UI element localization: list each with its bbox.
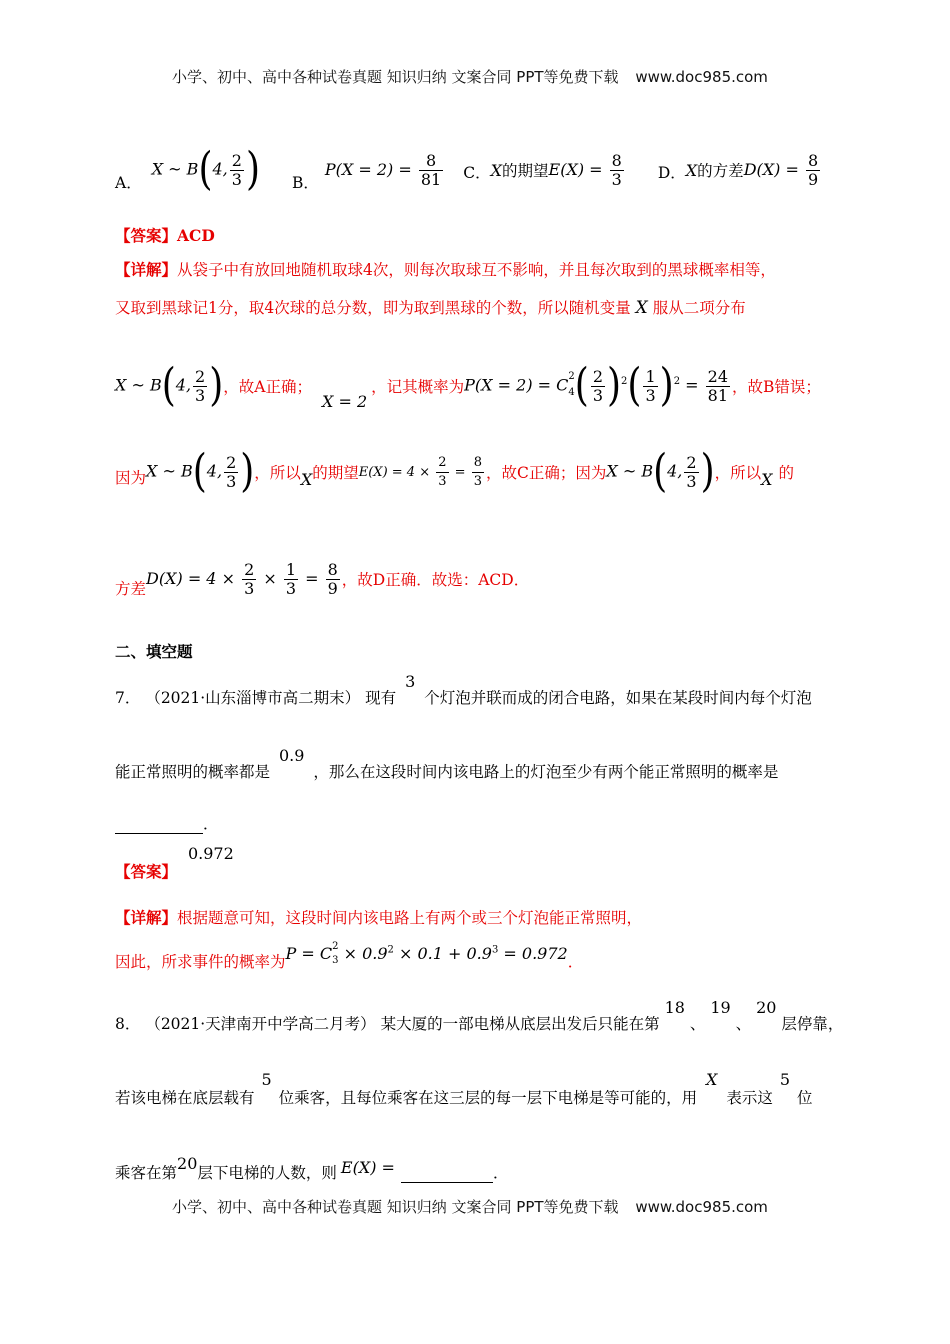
floor-18: 18 (664, 998, 685, 1017)
answer-tag: 【答案】 (115, 862, 178, 881)
detail-text: ，所以 (254, 464, 301, 482)
question-text: ，那么在这段时间内该电路上的灯泡至少有两个能正常照明的概率是 (313, 763, 779, 781)
banner-url[interactable]: www.doc985.com (635, 1198, 768, 1216)
binomial-formula: X ~ B(4, $\frac{2}{3}$ ) (115, 359, 224, 411)
question-text: 乘客在第 (115, 1164, 178, 1182)
q8-line3 (115, 1150, 508, 1184)
section-title: 二、填空题 (115, 642, 193, 661)
detail-text: 因为 (115, 469, 147, 487)
detail-tag: 【详解】 (115, 908, 178, 927)
floor-20: 20 (756, 998, 777, 1017)
separator: 、 (735, 1015, 752, 1033)
detail-text: ，故D正确．故选：ACD． (341, 571, 530, 589)
detail-text: ，所以 (714, 464, 762, 482)
passenger-count: 5 (261, 1070, 272, 1089)
q7-line3 (115, 812, 219, 834)
question-text: 位乘客，且每位乘客在这三层的每一层下电梯是等可能的，用 (278, 1089, 698, 1107)
detail-text-end: ． (567, 953, 584, 971)
q8-line2 (115, 1072, 812, 1112)
q6-detail-line2 (115, 296, 746, 318)
option-c-text: 的期望 (501, 162, 549, 180)
detail-text: ，故A正确； (223, 378, 312, 396)
option-c-label: C． (463, 164, 491, 182)
var-x: X (635, 298, 648, 318)
detail-text: 又取到黑球记1分，取4次球的总分数，即为取到黑球的个数，所以随机变量 (115, 299, 631, 317)
question-text: 某大厦的一部电梯从底层出发后只能在第 (380, 1015, 660, 1033)
detail-text: ，故C正确；因为 (485, 464, 607, 482)
option-a-label: A． (115, 174, 142, 192)
question-text: 个灯泡并联而成的闭合电路，如果在某段时间内每个灯泡 (424, 689, 812, 707)
question-text: 层下电梯的人数，则 (197, 1164, 337, 1182)
answer-blank[interactable] (115, 815, 203, 834)
probability-value: 0.9 (278, 746, 305, 765)
q7-answer (115, 842, 234, 882)
q7-line2 (115, 746, 778, 786)
passenger-count: 5 (779, 1070, 790, 1089)
question-text: 若该电梯在底层载有 (115, 1089, 255, 1107)
footer-banner (172, 1196, 768, 1217)
question-text: 位 (796, 1089, 813, 1107)
q6-answer (115, 224, 215, 246)
q6-detail-line4 (115, 442, 794, 502)
var-x: X (761, 469, 773, 489)
question-text: 能正常照明的概率都是 (115, 763, 271, 781)
option-d-label: D． (657, 164, 686, 182)
question-number: 8． (115, 1015, 141, 1033)
expectation-formula: E(X) = (340, 1157, 395, 1177)
q7-line1 (115, 672, 812, 712)
separator: 、 (689, 1015, 706, 1033)
detail-text: 的 (778, 464, 795, 482)
probability-formula: P = C $_{2 3} \times 0.9^2 \times 0.1 + 0.9^3 = 0.972$ (285, 941, 568, 967)
option-d-var: X (685, 160, 698, 180)
option-a-formula: X ~ B(4, $\frac{2}{3}$ ) (151, 143, 260, 195)
banner-text: 小学、初中、高中各种试卷真题 知识归纳 文案合同 PPT等免费下载 (172, 68, 619, 86)
question-text: ． (203, 815, 219, 833)
detail-text: ，记其概率为 (371, 378, 465, 396)
detail-text: ，故B错误； (732, 378, 821, 396)
q6-detail-line5 (115, 552, 529, 606)
question-source: （2021·天津南开中学高二月考） (145, 1015, 376, 1033)
answer-tag: 【答案】 (115, 226, 178, 245)
option-d-formula: D(X) = $\frac{8}{9}$ (743, 150, 819, 189)
option-b-formula: P(X = 2) = $\frac{8}{81}$ (324, 150, 442, 189)
detail-text: 从袋子中有放回地随机取球4次，则每次取球互不影响，并且每次取到的黑球概率相等， (177, 261, 776, 279)
option-b-label: B． (291, 174, 319, 192)
detail-text-end: 服从二项分布 (652, 299, 746, 317)
question-text: 现有 (365, 689, 397, 707)
question-number: 7． (115, 689, 141, 707)
var-x: X (706, 1070, 718, 1089)
option-c-formula: E(X) = $\frac{8}{3}$ (548, 150, 622, 189)
answer-value: 0.972 (187, 844, 234, 863)
answer-blank[interactable] (401, 1164, 493, 1183)
binomial-formula: X ~ B(4, $\frac{2}{3}$ ) (606, 445, 715, 497)
detail-tag: 【详解】 (115, 260, 178, 279)
variance-formula: D(X) = 4 × $\frac{2}{3}$ × $\frac{1}{3}$ = $\frac{8}{9}$ (146, 559, 338, 598)
prob-formula: P(X = 2) = C $_{2 4}$( $\frac{2}{3}$ )$^2$( $\frac{1}{3}$ )$^2$ = $\frac{24}{81}$ (464, 359, 729, 411)
option-d-text: 的方差 (697, 162, 744, 180)
bulb-count: 3 (405, 672, 416, 691)
expectation-formula: E(X) = 4 × $\frac{2}{3}$ = $\frac{8}{3}$ (358, 454, 482, 489)
answer-value: ACD (177, 226, 215, 245)
question-source: （2021·山东淄博市高二期末） (145, 689, 361, 707)
q8-line1 (115, 996, 843, 1036)
question-text: 表示这 (726, 1089, 773, 1107)
question6-options (115, 140, 822, 200)
option-c-var: X (490, 160, 502, 180)
header-banner (172, 66, 768, 87)
detail-text: 方差 (115, 580, 147, 598)
q7-detail-line1 (115, 906, 642, 928)
question-text: 层停靠， (781, 1015, 844, 1033)
banner-url[interactable]: www.doc985.com (635, 68, 768, 86)
detail-text: 因此，所求事件的概率为 (115, 953, 286, 971)
var-x: X (300, 469, 313, 489)
binomial-formula: X ~ B(4, $\frac{2}{3}$ ) (146, 445, 255, 497)
detail-text: 的期望 (312, 464, 359, 482)
floor-19: 19 (710, 998, 731, 1017)
floor-20: 20 (177, 1153, 198, 1173)
question-text: ． (492, 1164, 509, 1182)
banner-text: 小学、初中、高中各种试卷真题 知识归纳 文案合同 PPT等免费下载 (172, 1198, 619, 1216)
q7-detail-line2 (115, 938, 583, 972)
q6-detail-line3 (115, 358, 821, 414)
detail-text: 根据题意可知，这段时间内该电路上有两个或三个灯泡能正常照明， (177, 909, 643, 927)
x-eq-2: X = 2 (321, 391, 368, 411)
q6-detail-line1 (115, 258, 776, 280)
